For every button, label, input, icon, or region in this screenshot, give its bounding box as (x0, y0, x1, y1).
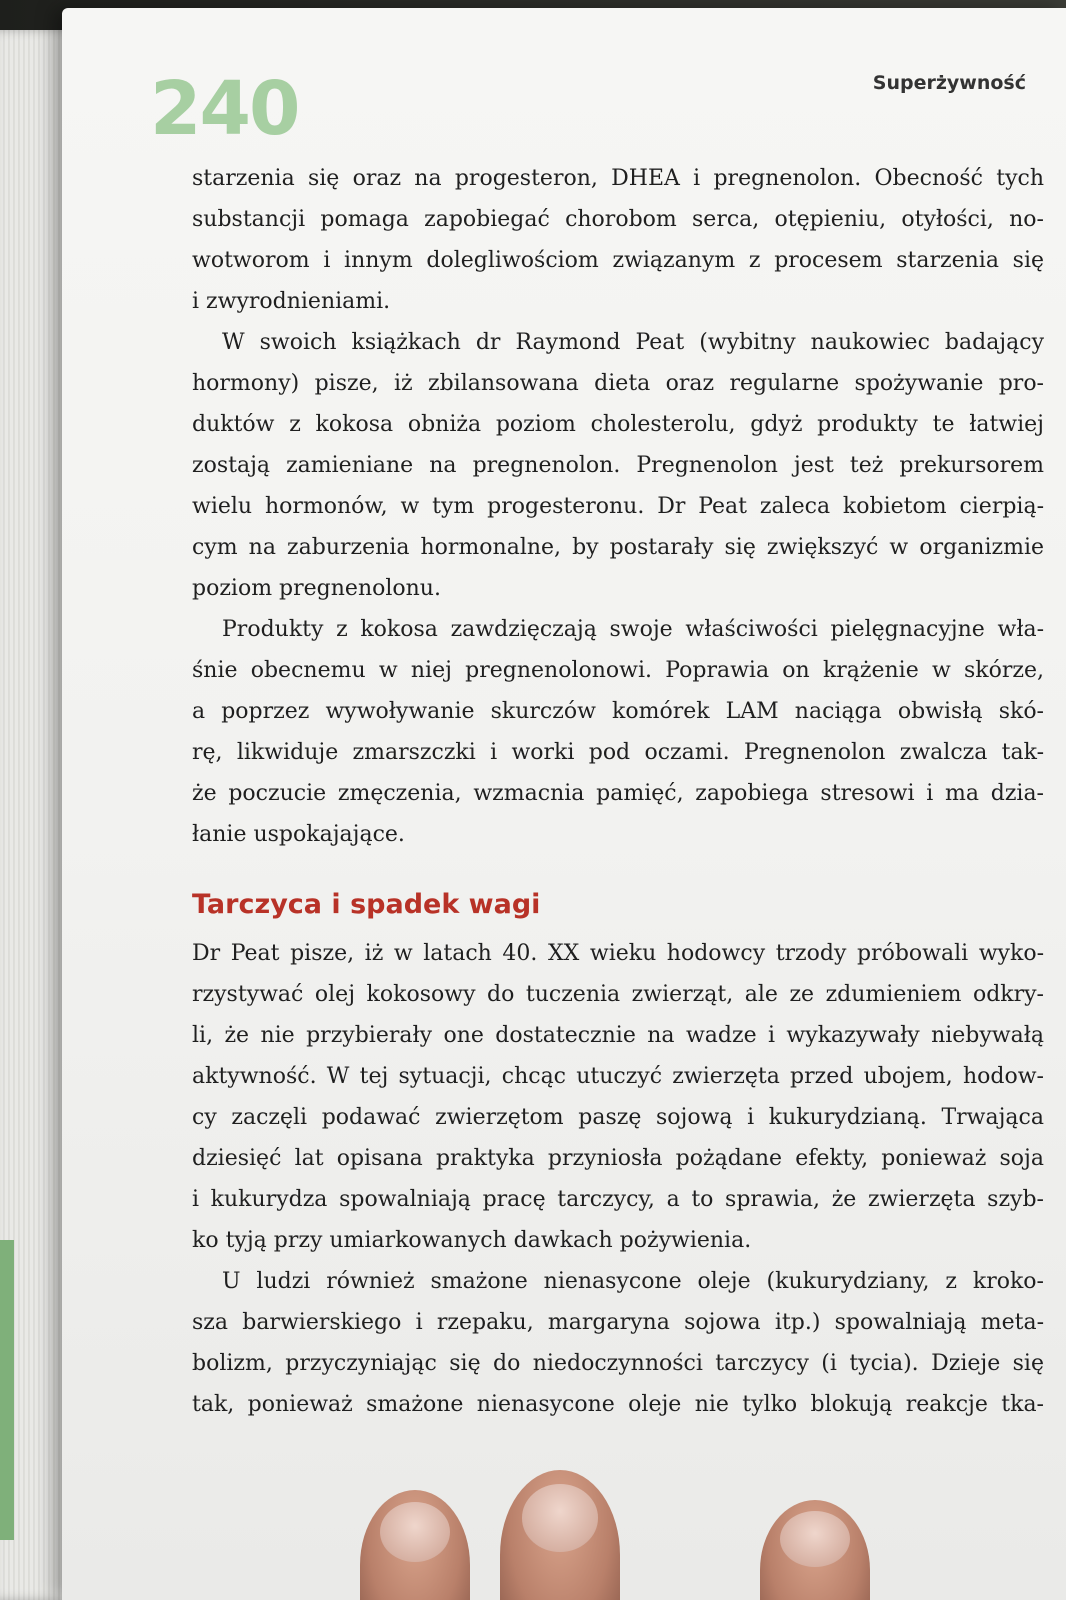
paragraph-2 (192, 322, 1044, 609)
section-paragraph-1 (192, 933, 1044, 1261)
text-line: bolizm, przyczyniając się do niedoczynności tarczycy (i tycia). Dzieje się (192, 1351, 1044, 1376)
text-line: sza barwierskiego i rzepaku, margaryna sojowa itp.) spowalniają meta- (192, 1310, 1044, 1335)
fingernail (780, 1511, 850, 1567)
text-line: U ludzi również smażone nienasycone oleje (kukurydziany, z kroko- (222, 1269, 1044, 1294)
running-head-title: Superżywność (872, 72, 1026, 94)
section-paragraph-2 (192, 1261, 1044, 1425)
page-body (192, 158, 1044, 1425)
text-line: dziesięć lat opisana praktyka przyniosła pożądane efekty, ponieważ soja (192, 1146, 1044, 1171)
text-line: i zwyrodnieniami. (192, 289, 391, 314)
paragraph-1 (192, 158, 1044, 322)
book-cover-edge (0, 1240, 14, 1540)
page-number: 240 (150, 66, 299, 152)
text-line: duktów z kokosa obniża poziom cholesterolu, gdyż produkty te łatwiej (192, 412, 1044, 437)
text-line: że poczucie zmęczenia, wzmacnia pamięć, zapobiega stresowi i ma dzia- (192, 781, 1044, 806)
text-line: substancji pomaga zapobiegać chorobom serca, otępieniu, otyłości, no- (192, 207, 1044, 232)
text-line: śnie obecnemu w niej pregnenolonowi. Poprawia on krążenie w skórze, (192, 658, 1044, 683)
text-line: tak, ponieważ smażone nienasycone oleje nie tylko blokują reakcje tka- (192, 1392, 1044, 1417)
text-line: aktywność. W tej sytuacji, chcąc utuczyć zwierzęta przed ubojem, hodow- (192, 1064, 1044, 1089)
text-line: W swoich książkach dr Raymond Peat (wybitny naukowiec badający (222, 330, 1044, 355)
text-line: cym na zaburzenia hormonalne, by postarały się zwiększyć w organizmie (192, 535, 1044, 560)
text-line: zostają zamieniane na pregnenolon. Pregnenolon jest też prekursorem (192, 453, 1044, 478)
text-line: ko tyją przy umiarkowanych dawkach pożywienia. (192, 1228, 752, 1253)
text-line: starzenia się oraz na progesteron, DHEA i pregnenolon. Obecność tych (192, 166, 1044, 191)
fingernail (380, 1502, 450, 1562)
text-line: Dr Peat pisze, iż w latach 40. XX wieku hodowcy trzody próbowali wyko- (192, 941, 1044, 966)
text-line: hormony) pisze, iż zbilansowana dieta oraz regularne spożywanie pro- (192, 371, 1044, 396)
book-page (62, 8, 1066, 1600)
text-line: cy zaczęli podawać zwierzętom paszę sojową i kukurydzianą. Trwająca (192, 1105, 1044, 1130)
text-line: i kukurydza spowalniają pracę tarczycy, a to sprawia, że zwierzęta szyb- (192, 1187, 1044, 1212)
text-line: wotworom i innym dolegliwościom związanym z procesem starzenia się (192, 248, 1044, 273)
text-line: li, że nie przybierały one dostatecznie na wadze i wykazywały niebywałą (192, 1023, 1044, 1048)
text-line: a poprzez wywoływanie skurczów komórek LAM naciąga obwisłą skó- (192, 699, 1044, 724)
text-line: Produkty z kokosa zawdzięczają swoje właściwości pielęgnacyjne wła- (222, 617, 1044, 642)
section-heading: Tarczyca i spadek wagi (192, 889, 541, 920)
text-line: rę, likwiduje zmarszczki i worki pod oczami. Pregnenolon zwalcza tak- (192, 740, 1044, 765)
text-line: łanie uspokajające. (192, 822, 405, 847)
paragraph-3 (192, 609, 1044, 855)
text-line: poziom pregnenolonu. (192, 576, 441, 601)
fingernail (522, 1484, 599, 1552)
text-line: rzystywać olej kokosowy do tuczenia zwierząt, ale ze zdumieniem odkry- (192, 982, 1044, 1007)
text-line: wielu hormonów, w tym progesteronu. Dr Peat zaleca kobietom cierpią- (192, 494, 1044, 519)
